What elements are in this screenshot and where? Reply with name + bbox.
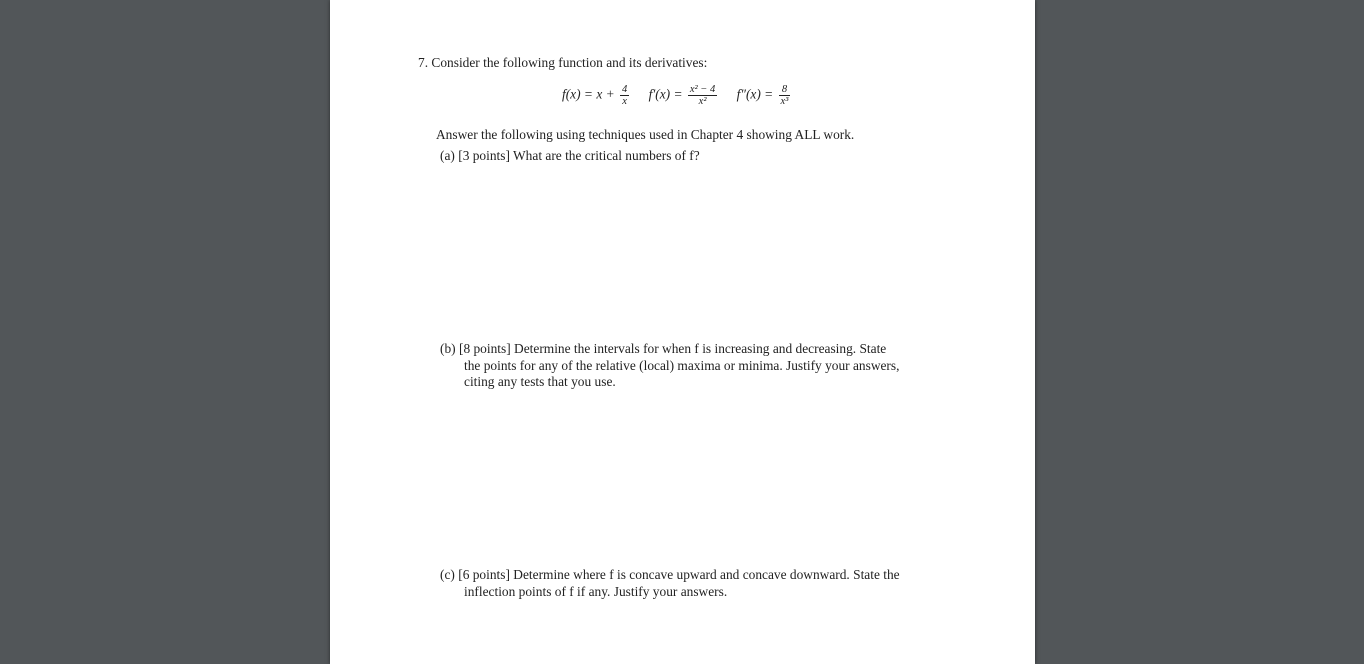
part-b-label: (b) bbox=[440, 341, 456, 356]
equation-f-double-prime-fraction bbox=[779, 84, 791, 107]
part-b-points: [8 points] bbox=[458, 341, 511, 356]
equation-f-prime bbox=[649, 84, 720, 107]
problem-heading bbox=[418, 55, 707, 72]
equation-f-double-prime-numerator: 8 bbox=[779, 84, 791, 96]
document-page bbox=[330, 0, 1035, 664]
equation-f-prime-denominator: x² bbox=[698, 96, 707, 107]
part-c-line-2: inflection points of f if any. Justify your answers. bbox=[464, 584, 728, 599]
equation-f-double-prime-denominator: x³ bbox=[780, 96, 789, 107]
part-b bbox=[440, 341, 886, 358]
part-b-line-2: the points for any of the relative (local) maxima or minima. Justify your answers, bbox=[464, 358, 900, 373]
part-c-line-1: Determine where f is concave upward and concave downward. State the bbox=[513, 567, 900, 582]
instruction-text: Answer the following using techniques used in Chapter 4 showing ALL work. bbox=[436, 127, 855, 142]
equation-f-double-prime-lhs: f″(x) = bbox=[736, 86, 774, 102]
equation-f-prime-numerator: x² − 4 bbox=[689, 84, 716, 95]
part-c-points: [6 points] bbox=[458, 567, 510, 582]
part-a bbox=[440, 148, 700, 165]
part-a-label: (a) bbox=[440, 148, 455, 163]
equation-f-double-prime bbox=[737, 84, 793, 107]
equation-f-denominator: x bbox=[622, 96, 627, 107]
equation-f-numerator: 4 bbox=[622, 84, 628, 95]
equation-f-fraction bbox=[620, 84, 629, 107]
part-b-line-3: citing any tests that you use. bbox=[464, 374, 616, 389]
equations-line bbox=[562, 84, 806, 107]
part-a-points: [3 points] bbox=[458, 148, 510, 163]
part-a-line-1: What are the critical numbers of f? bbox=[513, 148, 700, 163]
equation-f-prime-lhs: f′(x) = bbox=[648, 86, 683, 102]
problem-number: 7. bbox=[418, 55, 429, 70]
part-b-line-1: Determine the intervals for when f is increasing and decreasing. State bbox=[514, 341, 887, 356]
equation-f-lhs: f(x) = x + bbox=[562, 86, 615, 102]
part-c-label: (c) bbox=[440, 567, 455, 582]
equation-f bbox=[562, 84, 631, 107]
problem-intro: Consider the following function and its derivatives: bbox=[431, 55, 708, 70]
equation-f-prime-fraction bbox=[688, 84, 717, 107]
part-c bbox=[440, 567, 900, 584]
